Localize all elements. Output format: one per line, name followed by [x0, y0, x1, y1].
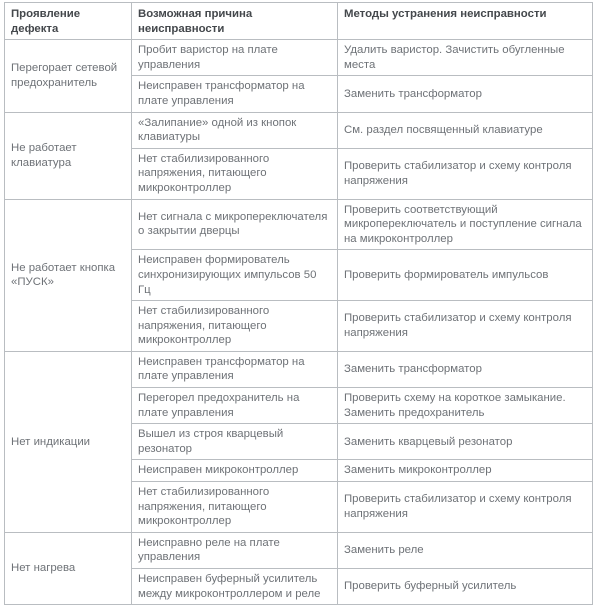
- remedy-cell: Заменить микроконтроллер: [338, 460, 593, 482]
- cause-cell: Неисправен буферный усилитель между микроконтроллером и реле: [132, 569, 338, 605]
- cause-cell: Неисправен трансформатор на плате управления: [132, 351, 338, 387]
- remedy-cell: Проверить соответствующий микропереключатель и поступление сигнала на микроконтроллер: [338, 199, 593, 250]
- remedy-cell: Проверить формирователь импульсов: [338, 250, 593, 301]
- defect-cell: Перегорает сетевой предохранитель: [5, 40, 132, 112]
- remedy-cell: Заменить кварцевый резонатор: [338, 424, 593, 460]
- table-row: [5, 112, 593, 148]
- table-row: [5, 351, 593, 387]
- header-row: [5, 3, 593, 40]
- remedy-cell: Проверить схему на короткое замыкание. Заменить предохранитель: [338, 388, 593, 424]
- column-header-cause: Возможная причина неисправности: [132, 3, 338, 40]
- cause-cell: Перегорел предохранитель на плате управления: [132, 388, 338, 424]
- cause-cell: Неисправен микроконтроллер: [132, 460, 338, 482]
- cause-cell: Вышел из строя кварцевый резонатор: [132, 424, 338, 460]
- remedy-cell: Проверить стабилизатор и схему контроля напряжения: [338, 148, 593, 199]
- cause-cell: Неисправно реле на плате управления: [132, 532, 338, 568]
- remedy-cell: Заменить трансформатор: [338, 76, 593, 112]
- remedy-cell: Удалить варистор. Зачистить обугленные места: [338, 40, 593, 76]
- column-header-remedy: Методы устранения неисправности: [338, 3, 593, 40]
- table-row: [5, 199, 593, 250]
- remedy-cell: Проверить стабилизатор и схему контроля напряжения: [338, 482, 593, 533]
- remedy-cell: Проверить буферный усилитель: [338, 569, 593, 605]
- cause-cell: Нет стабилизированного напряжения, питающего микроконтроллер: [132, 482, 338, 533]
- table-body: [5, 40, 593, 605]
- remedy-cell: Заменить трансформатор: [338, 351, 593, 387]
- cause-cell: Неисправен формирователь синхронизирующих импульсов 50 Гц: [132, 250, 338, 301]
- cause-cell: Неисправен трансформатор на плате управления: [132, 76, 338, 112]
- defect-cell: Не работает клавиатура: [5, 112, 132, 199]
- remedy-cell: Заменить реле: [338, 532, 593, 568]
- cause-cell: Нет стабилизированного напряжения, питающего микроконтроллер: [132, 148, 338, 199]
- table-row: [5, 40, 593, 76]
- fault-table-container: [4, 2, 592, 605]
- table-header: [5, 3, 593, 40]
- cause-cell: Нет стабилизированного напряжения, питающего микроконтроллер: [132, 301, 338, 352]
- defect-cell: Нет индикации: [5, 351, 132, 532]
- troubleshooting-table: [4, 2, 593, 605]
- cause-cell: Нет сигнала с микропереключателя о закрытии дверцы: [132, 199, 338, 250]
- remedy-cell: См. раздел посвященный клавиатуре: [338, 112, 593, 148]
- column-header-defect: Проявление дефекта: [5, 3, 132, 40]
- table-row: [5, 532, 593, 568]
- defect-cell: Нет нагрева: [5, 532, 132, 604]
- cause-cell: «Залипание» одной из кнопок клавиатуры: [132, 112, 338, 148]
- defect-cell: Не работает кнопка «ПУСК»: [5, 199, 132, 351]
- remedy-cell: Проверить стабилизатор и схему контроля напряжения: [338, 301, 593, 352]
- cause-cell: Пробит варистор на плате управления: [132, 40, 338, 76]
